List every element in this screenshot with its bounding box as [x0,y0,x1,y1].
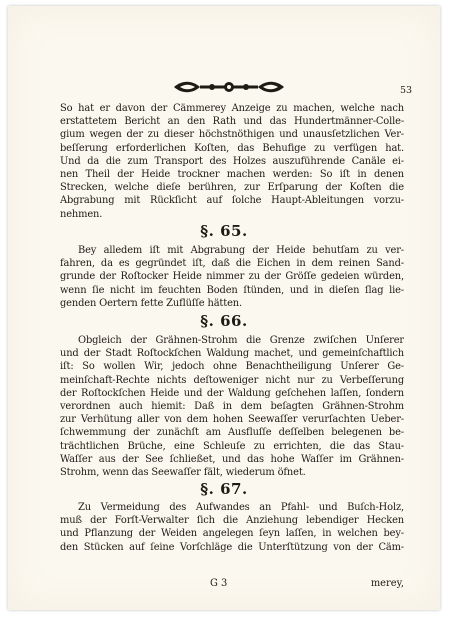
ornament-icon [172,79,286,95]
section-heading-65: §. 65. [200,222,248,240]
text-line: wenn ſie nicht im feuchten Boden ſtünden, und in dieſen ſlag lie- [60,284,404,296]
text-line: iſt: So wollen Wir, jedoch ohne Benachtheiligung Unſerer Ge- [60,361,404,373]
text-line: nehmen. [60,208,103,220]
text-line: den Stücken auf ſeine Vorſchläge die Unterſtützung von der Cäm- [60,541,404,553]
paragraph-64-continuation [60,102,404,221]
text-line: fahren, da es gegründet iſt, daß die Eichen in dem reinen Sand- [60,258,404,270]
section-heading-66: §. 66. [200,312,248,330]
section-heading-67: §. 67. [200,480,248,498]
page-number: 53 [400,85,413,96]
text-line: Waſſer aus der See ſchließet, und das hohe Waſſer im Grähnen- [60,453,404,465]
section-67-body [60,501,404,554]
text-line: Abgrabung mit Rückſicht auf ſolche Haupt-Ableitungen vorzu- [60,195,404,207]
section-66-body [60,334,404,479]
text-line: und der Stadt Roſtockſchen Waldung machet, und gemeinſchaftlich [60,348,404,360]
text-line: der Roſtockſchen Heide und der Waldung geſchehen laſſen, ſondern [60,387,404,399]
text-line: grunde der Roſtocker Heide nimmer zu der Gröſſe gedeien würden, [60,271,404,283]
page-footer [60,578,404,592]
text-line: und Pflanzung der Weiden angelegen ſeyn laſſen, in welchen bey- [60,528,404,540]
text-line: zur Verhütung aller von dem hohen Seewaſſer verurſachten Ueber- [60,414,404,426]
text-line: erstattetem Bericht an den Rath und das Hundertmänner-Colle- [60,116,404,128]
text-line: Obgleich der Grähnen-Strohm die Grenze zwiſchen Unſerer [78,335,404,346]
text-line: verordnen auch hiemit: Daß in dem beſagten Grähnen-Strohm [60,400,404,412]
book-page [8,6,440,610]
text-line: Zu Vermeidung des Aufwandes an Pfahl- und Buſch-Holz, [78,502,404,513]
text-line: genden Oertern fette Zuflüſſe hätten. [60,297,242,309]
section-65-body [60,244,404,310]
text-line: ſchwemmung der zunächſt am Ausfluſſe deſſelben belegenen be- [60,427,404,439]
text-line: nen Theil der Heide trockner machen werden: So iſt in denen [60,168,404,180]
text-line: Strecken, welche dieſe berühren, zur Erſparung der Koſten die [60,182,404,194]
text-line: Strohm, wenn das Seewaſſer fält, wiederum öfnet. [60,466,306,478]
text-line: trächtlichen Brüche, eine Schleuſe zu errichten, die das Stau- [60,440,404,452]
text-line: So hat er davon der Cämmerey Anzeige zu machen, welche nach [60,103,404,114]
text-line: Bey alledem iſt mit Abgrabung der Heide behutſam zu ver- [78,245,404,256]
text-line: beſſerung erforderlichen Koſten, das Behufige zu verfügen hat. [60,142,404,154]
text-line: meinſchaft-Rechte nichts deſtoweniger nicht nur zu Verbeſſerung [60,374,404,386]
signature-mark: G 3 [210,578,228,589]
text-line: muß der Forſt-Verwalter ſich die Anziehung lebendiger Hecken [60,515,404,527]
catchword: merey, [370,578,404,589]
text-line: gium wegen der zu dieser höchstnöthigen und unausſetzlichen Ver- [60,129,404,141]
text-line: Und da die zum Transport des Holzes auszuführende Canäle ei- [60,155,404,167]
